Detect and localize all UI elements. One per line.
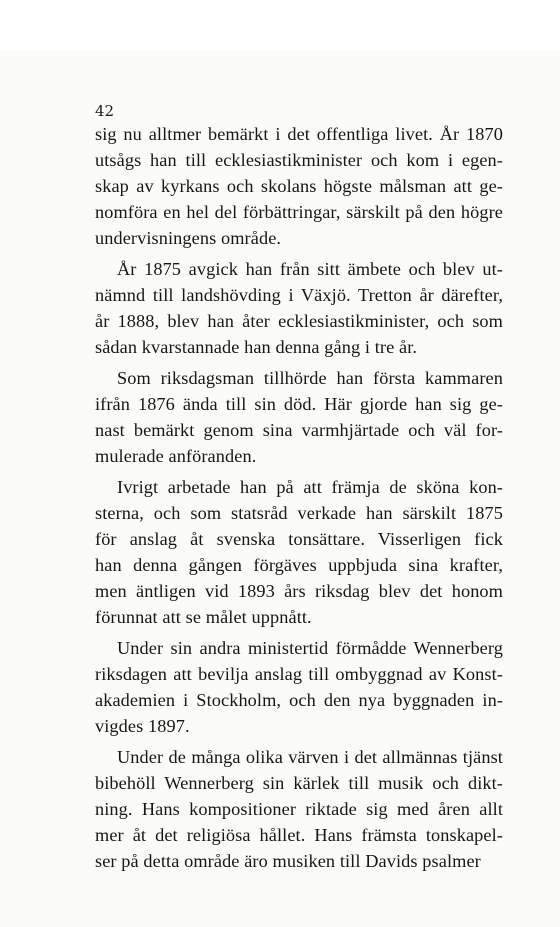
paragraph [95,744,503,874]
text-line: sådan kvarstannade han denna gång i tre år. [95,337,418,357]
text-line: undervisningens område. [95,228,282,248]
text-line: bibehöll Wennerberg sin kärlek till musik och dikt- [95,773,503,793]
text-line: Under de många olika värven i det allmännas tjänst [117,747,503,767]
book-page [0,50,560,927]
text-line: skap av kyrkans och skolans högste målsman att ge- [95,176,503,196]
paragraph [95,635,503,739]
paragraph [95,365,503,469]
paragraph [95,474,503,630]
text-line: vigdes 1897. [95,716,190,736]
text-line: ning. Hans kompositioner riktade sig med åren allt [95,799,503,819]
text-line: ifrån 1876 ända till sin död. Här gjorde han sig ge- [95,394,503,414]
text-line: Som riksdagsman tillhörde han första kammaren [117,368,503,388]
text-line: Ivrigt arbetade han på att främja de sköna kon- [117,477,503,497]
text-line: förunnat att se målet uppnått. [95,607,312,627]
text-line: mer åt det religiösa hållet. Hans främsta tonskapel- [95,825,503,845]
text-line: nast bemärkt genom sina varmhjärtade och väl for- [95,420,503,440]
text-line: Under sin andra ministertid förmådde Wennerberg [117,638,503,658]
text-line: mulerade anföranden. [95,446,257,466]
paragraph [95,121,503,251]
paragraph [95,256,503,360]
text-line: År 1875 avgick han från sitt ämbete och blev ut- [117,259,503,279]
text-line: nämnd till landshövding i Växjö. Tretton år därefter, [95,285,503,305]
text-line: riksdagen att bevilja anslag till ombyggnad av Konst- [95,664,503,684]
body-text [95,121,503,879]
text-line: sig nu alltmer bemärkt i det offentliga livet. År 1870 [95,124,503,144]
text-line: år 1888, blev han åter ecklesiastikminister, och som [95,311,503,331]
text-line: utsågs han till ecklesiastikminister och kom i egen- [95,150,503,170]
text-line: akademien i Stockholm, och den nya byggnaden in- [95,690,503,710]
page-number: 42 [95,102,115,120]
text-line: för anslag åt svenska tonsättare. Visserligen fick [95,529,503,549]
text-line: ser på detta område äro musiken till Davids psalmer [95,851,481,871]
text-line: han denna gången förgäves uppbjuda sina krafter, [95,555,503,575]
text-line: men äntligen vid 1893 års riksdag blev det honom [95,581,503,601]
text-line: sterna, och som statsråd verkade han särskilt 1875 [95,503,503,523]
text-line: nomföra en hel del förbättringar, särskilt på den högre [95,202,503,222]
